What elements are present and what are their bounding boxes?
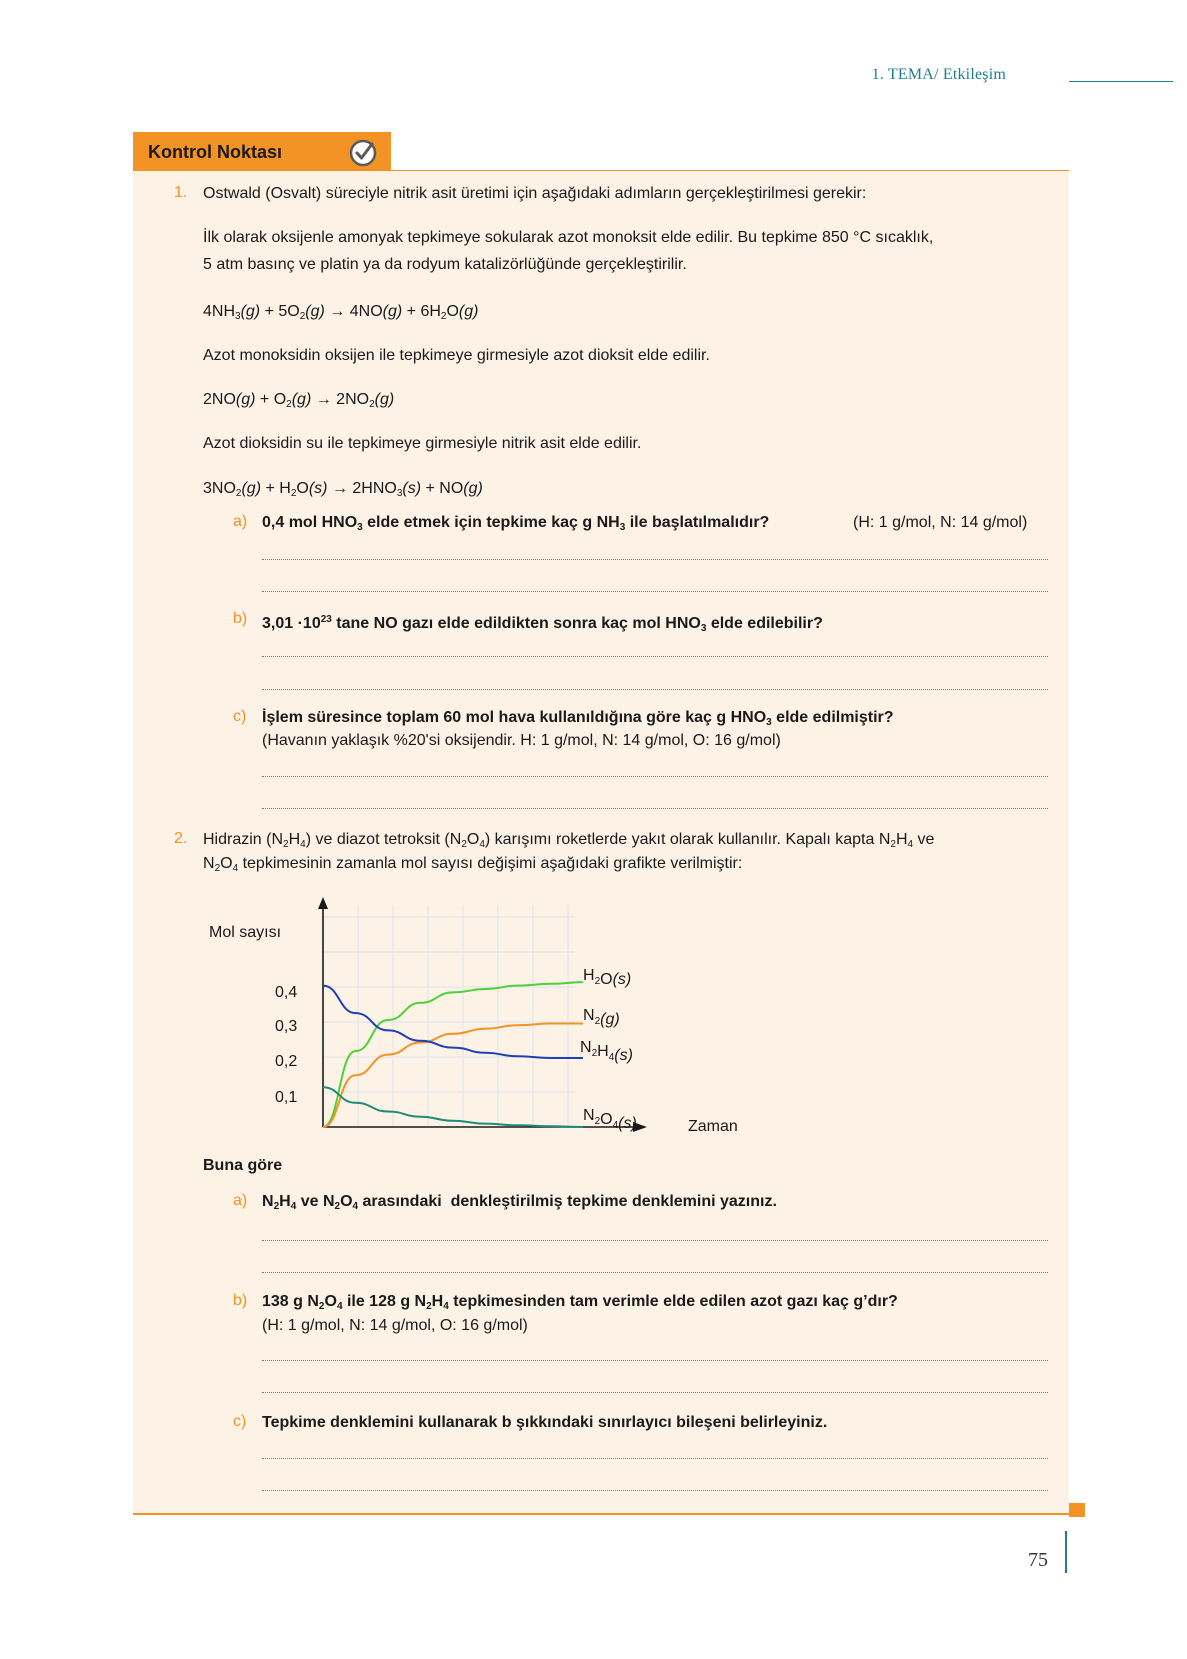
q1a-label: a) bbox=[233, 513, 248, 530]
answer-line[interactable] bbox=[262, 1458, 1048, 1459]
q1-p2: Azot monoksidin oksijen ile tepkimeye girmesiyle azot dioksit elde edilir. bbox=[203, 347, 710, 364]
q1a-question: 0,4 mol $HNO_3$ elde etmek için tepkime kaç g $NH_3$ ile başlatılmalıdır? bbox=[262, 514, 770, 533]
y-tick-label: 0,1 bbox=[275, 1089, 298, 1106]
answer-line[interactable] bbox=[262, 1272, 1048, 1273]
q2-buna-gore: Buna göre bbox=[203, 1157, 283, 1174]
chart-lines bbox=[323, 982, 583, 1127]
q2a-label: a) bbox=[233, 1192, 248, 1209]
q2-intro-line2: $N_2O_4$ tepkimesinin zamanla mol sayısı değişimi aşağıdaki grafikte verilmiştir: bbox=[203, 855, 743, 874]
series-line-h2os bbox=[323, 982, 583, 1127]
answer-line[interactable] bbox=[262, 776, 1048, 777]
q1-number: 1. bbox=[174, 184, 188, 201]
q2b-note: (H: 1 g/mol, N: 14 g/mol, O: 16 g/mol) bbox=[262, 1317, 528, 1334]
y-tick-label: 0,2 bbox=[275, 1053, 298, 1070]
q1-equation-1: $4NH_3(g) + 5O_2(g) \to 4NO(g) + 6H_2O(g)$ bbox=[203, 303, 479, 322]
series-label: $N_2O_4(s)$ bbox=[583, 1107, 637, 1132]
q1-p3: Azot dioksidin su ile tepkimeye girmesiyle nitrik asit elde edilir. bbox=[203, 435, 642, 452]
q1b-label: b) bbox=[233, 610, 248, 627]
q1c-question: İşlem süresince toplam 60 mol hava kullanıldığına göre kaç g $HNO_3$ elde edilmiştir? bbox=[262, 709, 894, 728]
page-number: 75 bbox=[1028, 1549, 1048, 1571]
answer-line[interactable] bbox=[262, 591, 1048, 592]
answer-line[interactable] bbox=[262, 1240, 1048, 1241]
q1-p1-line2: 5 atm basınç ve platin ya da rodyum katalizörlüğünde gerçekleştirilir. bbox=[203, 256, 687, 273]
answer-line[interactable] bbox=[262, 1360, 1048, 1361]
mol-time-chart bbox=[195, 895, 755, 1145]
chart-grid bbox=[323, 905, 575, 1127]
answer-line[interactable] bbox=[262, 559, 1048, 560]
answer-line[interactable] bbox=[262, 689, 1048, 690]
q1-equation-2: $2NO(g) + O_2(g) \to 2NO_2(g)$ bbox=[203, 391, 395, 410]
series-label: $N_2(g)$ bbox=[583, 1007, 620, 1028]
corner-marker bbox=[1069, 1503, 1085, 1517]
answer-line[interactable] bbox=[262, 656, 1048, 657]
q1-intro: Ostwald (Osvalt) süreciyle nitrik asit üretimi için aşağıdaki adımların gerçekleştirilmesi gerekir: bbox=[203, 185, 867, 202]
series-label: $H_2O(s)$ bbox=[583, 967, 632, 988]
q2-number: 2. bbox=[174, 830, 188, 847]
q2c-question: Tepkime denklemini kullanarak b şıkkındaki sınırlayıcı bileşeni belirleyiniz. bbox=[262, 1414, 828, 1431]
q2a-question: $N_2H_4$ ve $N_2O_4$ arasındaki denkleştirilmiş tepkime denklemini yazınız. bbox=[262, 1193, 777, 1212]
x-axis-label: Zaman bbox=[688, 1118, 738, 1135]
check-badge-icon bbox=[348, 138, 378, 168]
q2b-question: 138 g $N_2O_4$ ile 128 g $N_2H_4$ tepkimesinden tam verimle elde edilen azot gazı kaç g’dır? bbox=[262, 1293, 898, 1312]
answer-line[interactable] bbox=[262, 1490, 1048, 1491]
series-label: $N_2H_4(s)$ bbox=[580, 1039, 633, 1064]
q1b-question: $3,01 \cdot 10^{23}$ tane NO gazı elde edildikten sonra kaç mol $HNO_3$ elde edilebilir? bbox=[262, 614, 823, 634]
box-title: Kontrol Noktası bbox=[148, 142, 283, 162]
y-axis-label: Mol sayısı bbox=[209, 924, 282, 941]
chart-axes bbox=[318, 897, 647, 1132]
q2b-label: b) bbox=[233, 1292, 248, 1309]
q2-intro-line1: Hidrazin $(N_2H_4)$ ve diazot tetroksit $(N_2O_4)$ karışımı roketlerde yakıt olarak kullanılır. Kapalı kapta $N_2H_4$ ve bbox=[203, 831, 935, 850]
series-line-n2g bbox=[323, 1024, 583, 1128]
q1-equation-3: $3NO_2(g) + H_2O(s) \to 2HNO_3(s) + NO(g)$ bbox=[203, 480, 483, 499]
q1a-note: (H: 1 g/mol, N: 14 g/mol) bbox=[853, 514, 1028, 531]
q1-p1-line1: İlk olarak oksijenle amonyak tepkimeye sokularak azot monoksit elde edilir. Bu tepkime 850 °C sıcaklık, bbox=[203, 229, 934, 246]
page-number-rule bbox=[1065, 1531, 1067, 1573]
answer-line[interactable] bbox=[262, 808, 1048, 809]
q1c-label: c) bbox=[233, 708, 247, 725]
series-line-n2o4s bbox=[323, 1087, 583, 1127]
header-rule bbox=[1069, 81, 1173, 82]
q1c-note: (Havanın yaklaşık %20'si oksijendir. H: 1 g/mol, N: 14 g/mol, O: 16 g/mol) bbox=[262, 732, 781, 749]
section-header: 1. TEMA/ Etkileşim bbox=[871, 66, 1006, 83]
y-tick-label: 0,4 bbox=[275, 984, 298, 1001]
answer-line[interactable] bbox=[262, 1392, 1048, 1393]
y-axis-arrow-icon bbox=[318, 897, 328, 909]
y-tick-label: 0,3 bbox=[275, 1018, 298, 1035]
q2c-label: c) bbox=[233, 1413, 247, 1430]
